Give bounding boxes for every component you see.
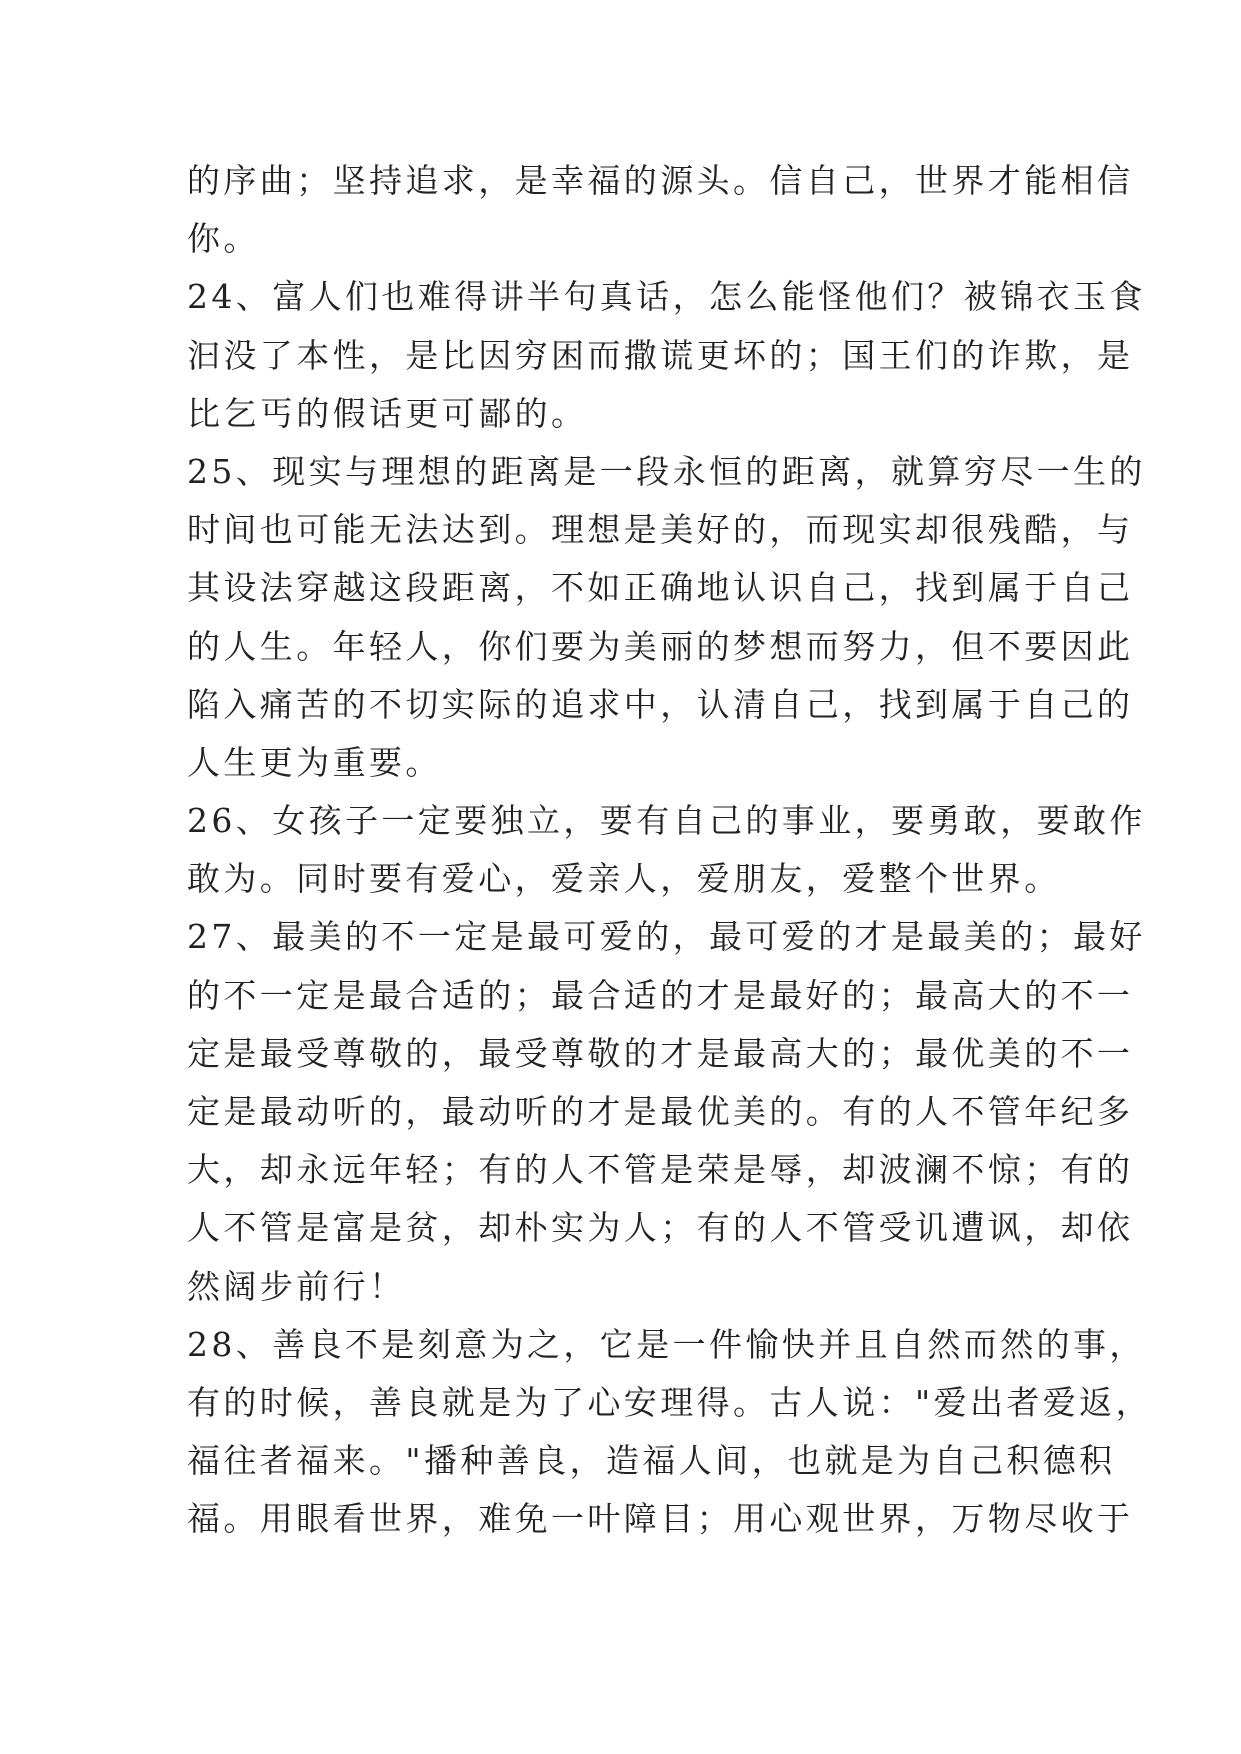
text-line: 敢为。同时要有爱心，爱亲人，爱朋友，爱整个世界。 <box>187 859 1061 899</box>
text-line: 陷入痛苦的不切实际的追求中，认清自己，找到属于自己的 <box>187 684 1134 724</box>
text-line: 的不一定是最合适的；最合适的才是最好的；最高大的不一 <box>187 975 1134 1015</box>
text-line: 24、富人们也难得讲半句真话，怎么能怪他们？被锦衣玉食 <box>187 277 1146 317</box>
text-line: 有的时候，善良就是为了心安理得。古人说："爱出者爱返， <box>187 1382 1152 1422</box>
text-line: 汩没了本性，是比因穷困而撒谎更坏的；国王们的诈欺，是 <box>187 335 1134 375</box>
text-line: 26、女孩子一定要独立，要有自己的事业，要勇敢，要敢作 <box>187 801 1146 841</box>
text-line: 的人生。年轻人，你们要为美丽的梦想而努力，但不要因此 <box>187 626 1134 666</box>
text-line: 27、最美的不一定是最可爱的，最可爱的才是最美的；最好 <box>187 917 1146 957</box>
text-line: 人不管是富是贫，却朴实为人；有的人不管受讥遭讽，却依 <box>187 1208 1134 1248</box>
text-line: 定是最动听的，最动听的才是最优美的。有的人不管年纪多 <box>187 1092 1134 1131</box>
text-line: 然阔步前行！ <box>187 1266 406 1306</box>
text-line: 你。 <box>187 219 260 259</box>
text-line: 大，却永远年轻；有的人不管是荣是辱，却波澜不惊；有的 <box>187 1150 1134 1190</box>
text-line: 时间也可能无法达到。理想是美好的，而现实却很残酷，与 <box>187 510 1134 550</box>
text-line: 的序曲；坚持追求，是幸福的源头。信自己，世界才能相信 <box>187 161 1134 200</box>
text-line: 比乞丐的假话更可鄙的。 <box>187 393 588 433</box>
text-line: 28、善良不是刻意为之，它是一件愉快并且自然而然的事， <box>187 1324 1146 1364</box>
text-line: 25、现实与理想的距离是一段永恒的距离，就算穷尽一生的 <box>187 451 1146 491</box>
text-line: 人生更为重要。 <box>187 742 442 782</box>
document-body <box>187 152 1152 1549</box>
text-line: 福往者福来。"播种善良，造福人间，也就是为自己积德积 <box>187 1441 1116 1481</box>
text-line: 其设法穿越这段距离，不如正确地认识自己，找到属于自己 <box>187 568 1134 608</box>
text-line: 福。用眼看世界，难免一叶障目；用心观世界，万物尽收于 <box>187 1499 1134 1539</box>
text-line: 定是最受尊敬的，最受尊敬的才是最高大的；最优美的不一 <box>187 1033 1134 1073</box>
